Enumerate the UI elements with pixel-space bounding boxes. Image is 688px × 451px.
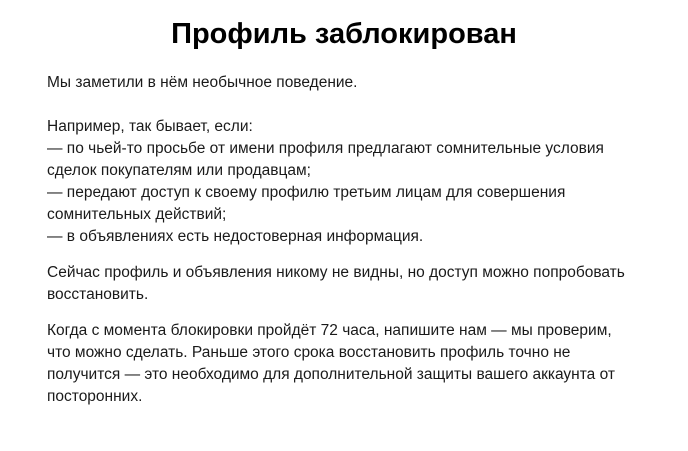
instructions-line-3: получится — это необходимо для дополнительной защиты вашего аккаунта от (47, 366, 615, 383)
example-item-1-line-1: — по чьей-то просьбе от имени профиля предлагают сомнительные условия (47, 140, 604, 157)
instructions-text (47, 320, 667, 408)
instructions-line-1: Когда с момента блокировки пройдёт 72 часа, напишите нам — мы проверим, (47, 322, 612, 339)
example-item-2-line-1: — передают доступ к своему профилю третьим лицам для совершения (47, 184, 566, 201)
status-text (47, 262, 667, 306)
examples-lead: Например, так бывает, если: (47, 118, 253, 135)
status-line-2: восстановить. (47, 286, 149, 303)
example-item-1-line-2: сделок покупателям или продавцам; (47, 162, 311, 179)
example-item-2-line-2: сомнительных действий; (47, 206, 227, 223)
status-line-1: Сейчас профиль и объявления никому не видны, но доступ можно попробовать (47, 264, 625, 281)
message-body (47, 72, 667, 408)
examples-block (47, 116, 667, 248)
instructions-line-4: посторонних. (47, 388, 143, 405)
intro-line: Мы заметили в нём необычное поведение. (47, 74, 358, 91)
intro-text (47, 72, 667, 94)
example-item-3-line-1: — в объявлениях есть недостоверная информация. (47, 228, 424, 245)
instructions-line-2: что можно сделать. Раньше этого срока восстановить профиль точно не (47, 344, 571, 361)
page-title: Профиль заблокирован (171, 18, 517, 50)
